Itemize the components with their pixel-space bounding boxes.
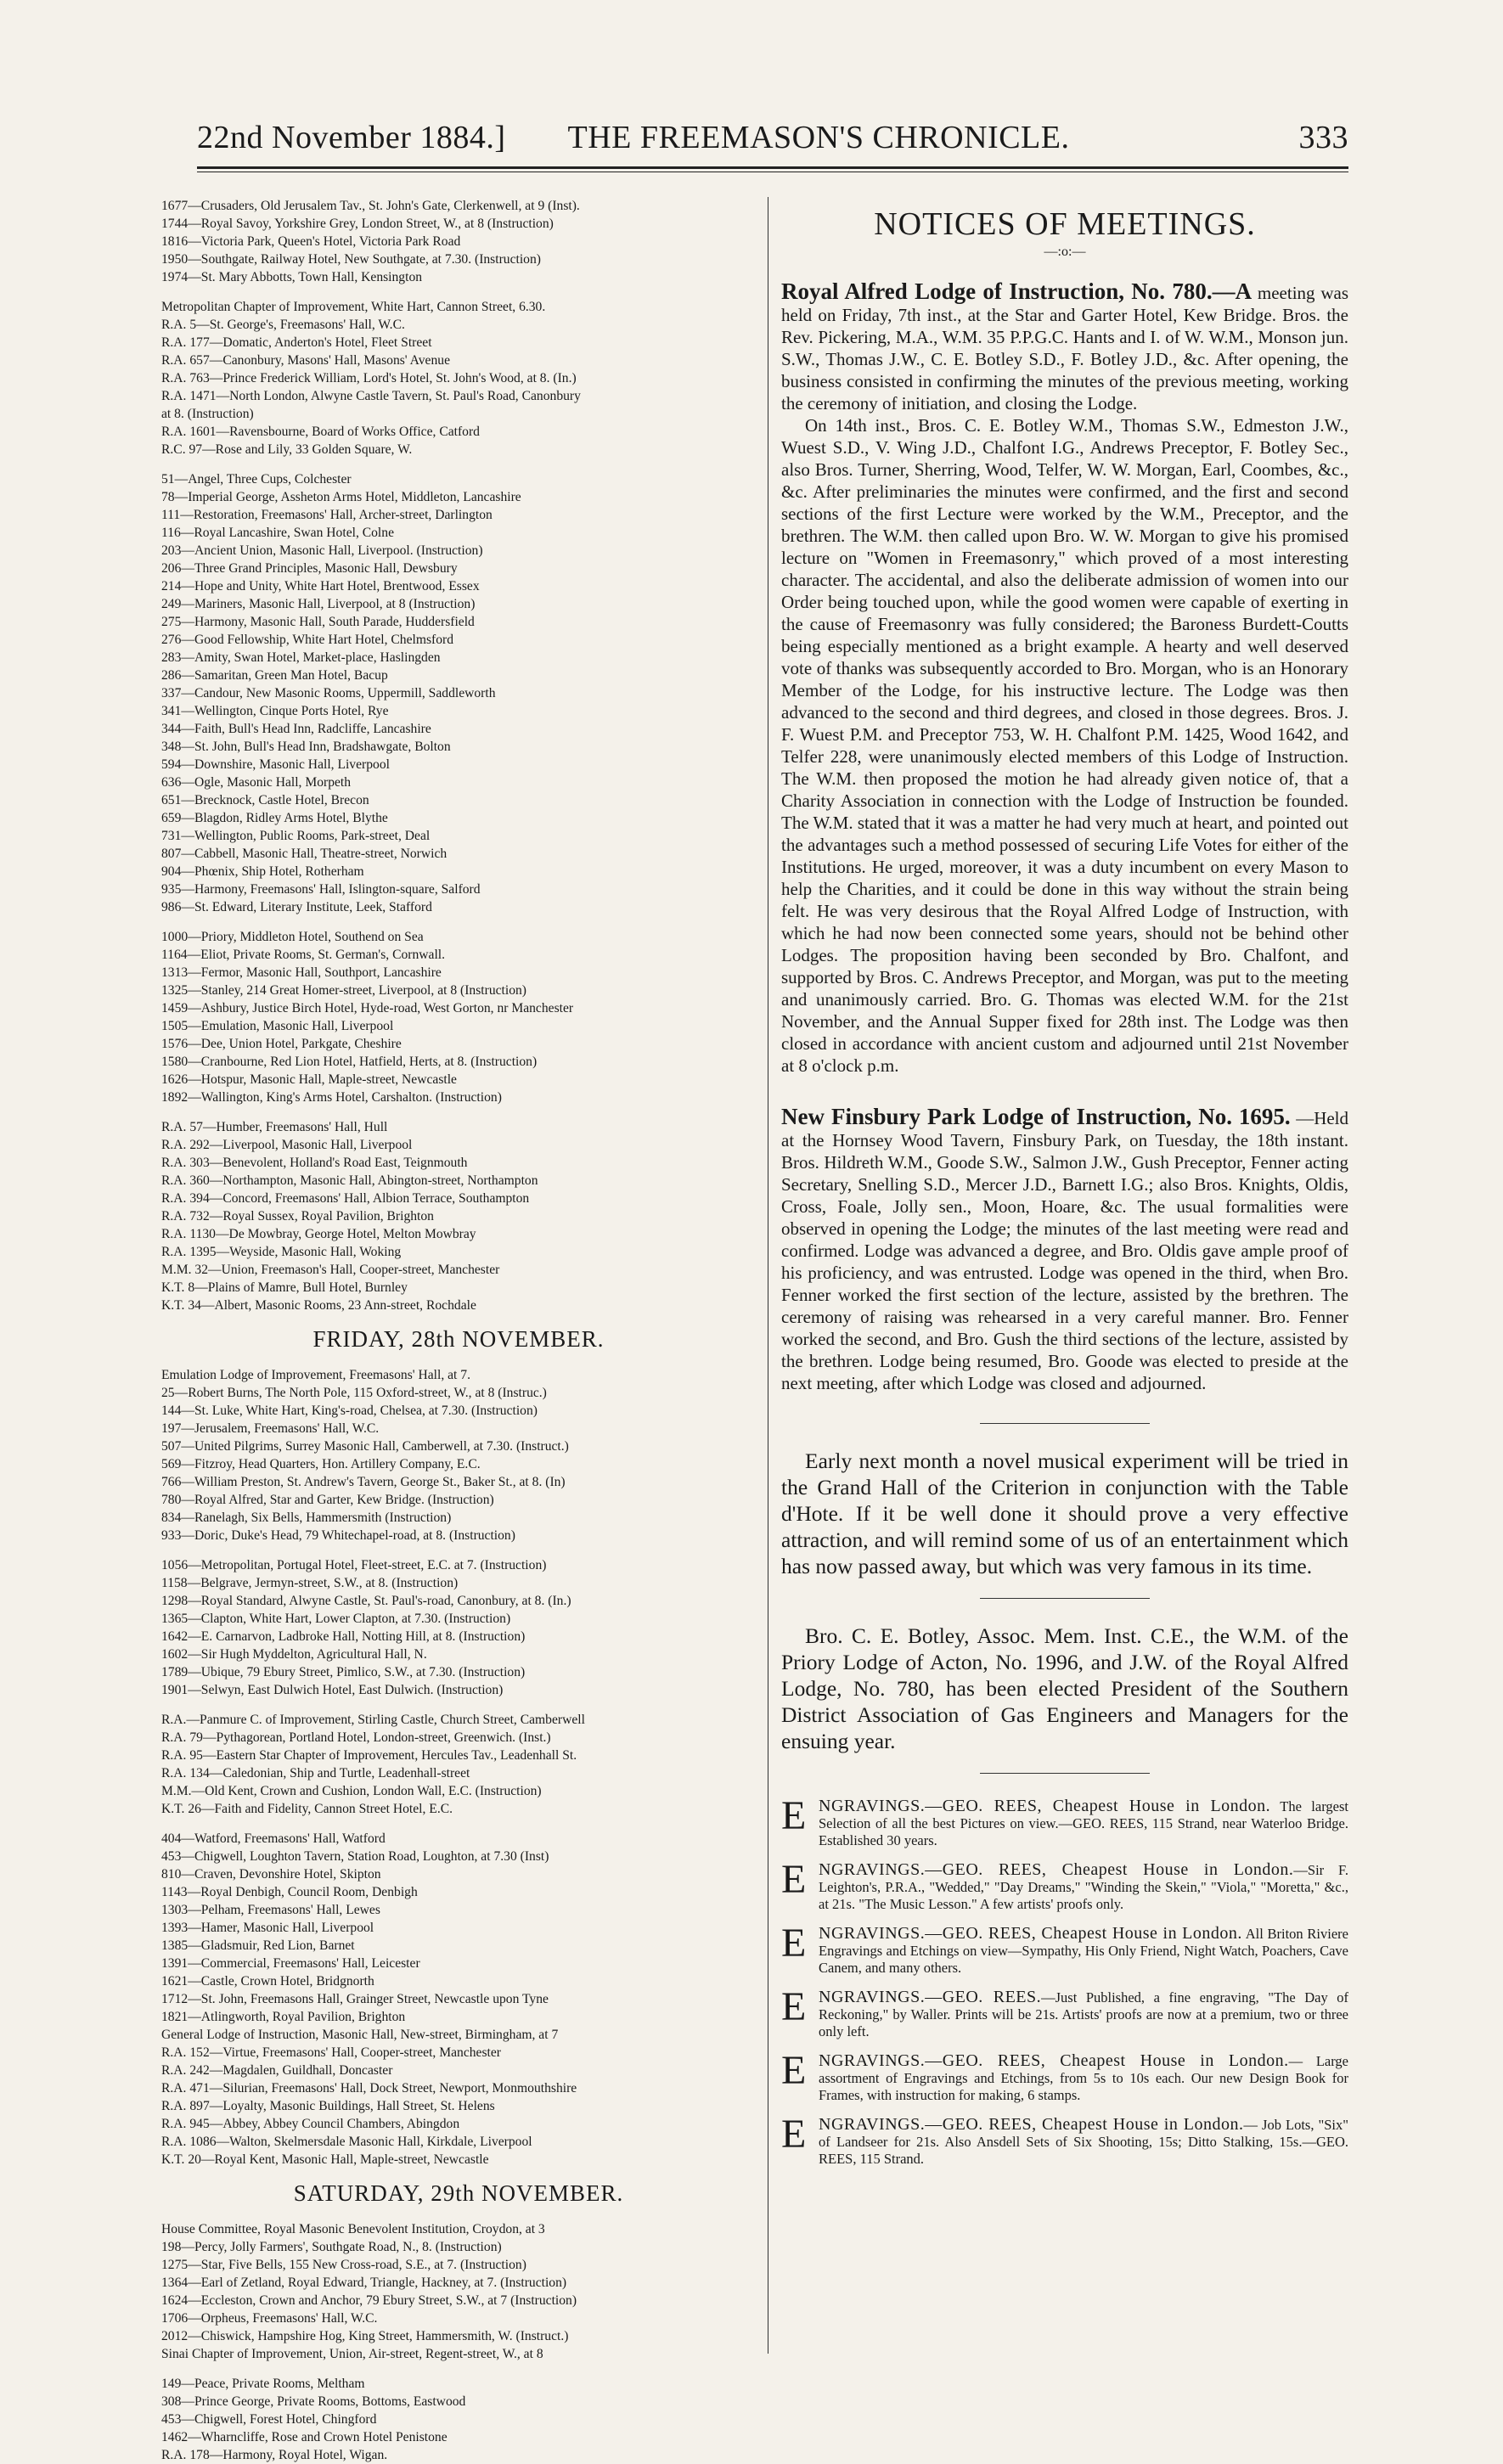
meeting-entry: R.A. 1130—De Mowbray, George Hotel, Melton Mowbray — [161, 1227, 476, 1241]
ad-lead: NGRAVINGS.—GEO. REES, Cheapest House in London. — [819, 1797, 1271, 1815]
ad-body: The largest Selection of all the best Pictures on view.—GEO. REES, 115 Strand, near Waterloo Bridge. Established 30 years. — [819, 1798, 1348, 1848]
meeting-entry: R.A. 57—Humber, Freemasons' Hall, Hull — [161, 1120, 388, 1134]
meeting-entry: 197—Jerusalem, Freemasons' Hall, W.C. — [161, 1421, 380, 1436]
header-rule — [197, 166, 1348, 169]
meeting-entry: R.A. 732—Royal Sussex, Royal Pavilion, Brighton — [161, 1209, 434, 1224]
meeting-entry: 731—Wellington, Public Rooms, Park-street, Deal — [161, 829, 431, 843]
meeting-entry: 780—Royal Alfred, Star and Garter, Kew Bridge. (Instruction) — [161, 1493, 494, 1507]
meeting-entry: 1505—Emulation, Masonic Hall, Liverpool — [161, 1019, 394, 1033]
meeting-entry: R.A. 360—Northampton, Masonic Hall, Abington-street, Northampton — [161, 1173, 538, 1188]
meeting-entry: 594—Downshire, Masonic Hall, Liverpool — [161, 757, 390, 772]
publication-title: THE FREEMASON'S CHRONICLE. — [567, 120, 1070, 155]
engraving-ad — [781, 2048, 1348, 2104]
meeting-entry: 348—St. John, Bull's Head Inn, Bradshawgate, Bolton — [161, 740, 451, 754]
saturday-heading: SATURDAY, 29th NOVEMBER. — [293, 2180, 624, 2206]
meeting-entry: 1325—Stanley, 214 Great Homer-street, Liverpool, at 8 (Instruction) — [161, 983, 526, 998]
right-column — [781, 197, 1348, 2354]
meeting-entry: R.A. 1395—Weyside, Masonic Hall, Woking — [161, 1245, 402, 1259]
meeting-entry: 569—Fitzroy, Head Quarters, Hon. Artillery Company, E.C. — [161, 1457, 481, 1471]
meeting-entry: 78—Imperial George, Assheton Arms Hotel, Middleton, Lancashire — [161, 490, 521, 504]
meeting-entry: 1364—Earl of Zetland, Royal Edward, Triangle, Hackney, at 7. (Instruction) — [161, 2276, 567, 2290]
meeting-entry: 1677—Crusaders, Old Jerusalem Tav., St. John's Gate, Clerkenwell, at 9 (Inst). — [161, 199, 580, 213]
meeting-entry: 308—Prince George, Private Rooms, Bottoms, Eastwood — [161, 2394, 466, 2409]
meeting-group — [161, 470, 756, 916]
meeting-entry: R.A. 1471—North London, Alwyne Castle Tavern, St. Paul's Road, Canonbury — [161, 389, 581, 403]
drop-cap: E — [781, 1857, 807, 1902]
ad-lead: NGRAVINGS.—GEO. REES, Cheapest House in London. — [819, 2051, 1289, 2070]
engraving-ad — [781, 2112, 1348, 2168]
meeting-entry: 337—Candour, New Masonic Rooms, Uppermill, Saddleworth — [161, 686, 496, 700]
meeting-entry: Emulation Lodge of Improvement, Freemasons' Hall, at 7. — [161, 1368, 470, 1382]
meeting-entry: 904—Phœnix, Ship Hotel, Rotherham — [161, 864, 364, 879]
friday-heading: FRIDAY, 28th NOVEMBER. — [312, 1326, 605, 1352]
musical-experiment-notice: Early next month a novel musical experiment will be tried in the Grand Hall of the Criterion in conjunction with the Table d'Hote. If it be well done it should prove a very effective attraction, and will remind some of us of an entertainment which has now passed away, but which was very famous in its time. — [781, 1449, 1348, 1578]
issue-date: 22nd November 1884.] — [197, 120, 506, 155]
meeting-entry: R.A. 95—Eastern Star Chapter of Improvement, Hercules Tav., Leadenhall St. — [161, 1748, 577, 1763]
meeting-entry: 1789—Ubique, 79 Ebury Street, Pimlico, S.W., at 7.30. (Instruction) — [161, 1665, 526, 1679]
ad-body: All Briton Riviere Engravings and Etchings on view—Sympathy, His Only Friend, Night Watch, Poachers, Cave Canem, and many others. — [819, 1926, 1348, 1976]
meeting-entry: 1385—Gladsmuir, Red Lion, Barnet — [161, 1938, 355, 1953]
drop-cap: E — [781, 2048, 807, 2093]
left-column — [161, 197, 756, 2462]
meeting-entry: 51—Angel, Three Cups, Colchester — [161, 472, 352, 487]
meeting-list-friday — [161, 1366, 756, 2169]
ad-body: — Large assortment of Engravings and Etchings, from 5s to 10s each. Our new Design Book for Frames, with instruction for making, 6 stamps. — [819, 2053, 1348, 2103]
new-finsbury-heading: New Finsbury Park Lodge of Instruction, No. 1695. — [781, 1104, 1291, 1129]
meeting-entry: R.A. 897—Loyalty, Masonic Buildings, Hall Street, St. Helens — [161, 2099, 495, 2113]
meeting-entry: 659—Blagdon, Ridley Arms Hotel, Blythe — [161, 811, 388, 825]
engraving-ad — [781, 1984, 1348, 2040]
meeting-entry: 1626—Hotspur, Masonic Hall, Maple-street, Newcastle — [161, 1072, 457, 1087]
meeting-group — [161, 1366, 756, 1544]
meeting-entry: 111—Restoration, Freemasons' Hall, Archer-street, Darlington — [161, 508, 493, 522]
meeting-entry: 341—Wellington, Cinque Ports Hotel, Rye — [161, 704, 389, 718]
meeting-entry: 1393—Hamer, Masonic Hall, Liverpool — [161, 1921, 374, 1935]
meeting-entry: Metropolitan Chapter of Improvement, White Hart, Cannon Street, 6.30. — [161, 300, 546, 314]
meeting-entry: 1164—Eliot, Private Rooms, St. German's, Cornwall. — [161, 948, 446, 962]
drop-cap: E — [781, 2112, 807, 2157]
drop-cap: E — [781, 1793, 807, 1838]
meeting-entry: 453—Chigwell, Forest Hotel, Chingford — [161, 2412, 377, 2427]
meeting-entry: 1901—Selwyn, East Dulwich Hotel, East Dulwich. (Instruction) — [161, 1683, 504, 1697]
royal-alfred-para1: meeting was held on Friday, 7th inst., at the Star and Garter Hotel, Kew Bridge. Bros. the Rev. Pickering, M.A., W.M. 35 P.P.G.C. Hants and I. of W. W.M., Monson jun. S.W., Thomas J.W., C. E. Botley S.D., F. Botley J.D., &c. After opening, the business consisted in confirming the minutes of the previous meeting, working the ceremony of initiation, and closing the Lodge. — [781, 283, 1348, 413]
meeting-entry: R.A. 763—Prince Frederick William, Lord's Hotel, St. John's Wood, at 8. (In.) — [161, 371, 577, 385]
meeting-entry: 1642—E. Carnarvon, Ladbroke Hall, Notting Hill, at 8. (Instruction) — [161, 1629, 526, 1644]
meeting-entry: 1580—Cranbourne, Red Lion Hotel, Hatfield, Herts, at 8. (Instruction) — [161, 1055, 538, 1069]
meeting-group — [161, 197, 756, 286]
ad-body: —Just Published, a fine engraving, "The Day of Reckoning," by Waller. Prints will be 21s. Artists' proofs are now at a premium, two or three only left. — [819, 1989, 1348, 2039]
meeting-entry: R.A. 1086—Walton, Skelmersdale Masonic Hall, Kirkdale, Liverpool — [161, 2135, 532, 2149]
meeting-entry: 203—Ancient Union, Masonic Hall, Liverpool. (Instruction) — [161, 543, 483, 558]
meeting-entry: 1602—Sir Hugh Myddelton, Agricultural Hall, N. — [161, 1647, 427, 1662]
meeting-entry: 1391—Commercial, Freemasons' Hall, Leicester — [161, 1956, 420, 1971]
meeting-entry: R.A. 1601—Ravensbourne, Board of Works Office, Catford — [161, 425, 480, 439]
meeting-entry: R.A. 471—Silurian, Freemasons' Hall, Dock Street, Newport, Monmouthshire — [161, 2081, 577, 2096]
ad-body: —Sir F. Leighton's, P.R.A., "Wedded," "Day Dreams," "Winding the Skein," "Viola," "Moretta," &c., at 21s. "The Music Lesson." A few artists' proofs only. — [819, 1862, 1348, 1912]
meeting-group — [161, 1118, 756, 1314]
page-number: 333 — [1298, 120, 1348, 155]
meeting-entry: R.A. 394—Concord, Freemasons' Hall, Albion Terrace, Southampton — [161, 1191, 530, 1206]
meeting-entry: R.A.—Panmure C. of Improvement, Stirling Castle, Church Street, Camberwell — [161, 1713, 585, 1727]
meeting-entry: 275—Harmony, Masonic Hall, South Parade, Huddersfield — [161, 615, 475, 629]
meeting-entry: 1143—Royal Denbigh, Council Room, Denbigh — [161, 1885, 418, 1899]
meeting-entry: 144—St. Luke, White Hart, King's-road, Chelsea, at 7.30. (Instruction) — [161, 1404, 538, 1418]
meeting-entry: R.C. 97—Rose and Lily, 33 Golden Square, W. — [161, 442, 413, 457]
meeting-entry: 810—Craven, Devonshire Hotel, Skipton — [161, 1867, 381, 1882]
meeting-entry: 1744—Royal Savoy, Yorkshire Grey, London Street, W., at 8 (Instruction) — [161, 217, 554, 231]
meeting-list-top — [161, 197, 756, 1314]
meeting-group — [161, 1830, 756, 2169]
meeting-entry: 986—St. Edward, Literary Institute, Leek, Stafford — [161, 900, 432, 914]
meeting-entry: 1365—Clapton, White Hart, Lower Clapton, at 7.30. (Instruction) — [161, 1612, 511, 1626]
meeting-entry: 636—Ogle, Masonic Hall, Morpeth — [161, 775, 352, 790]
meeting-group — [161, 2220, 756, 2363]
meeting-entry: 1621—Castle, Crown Hotel, Bridgnorth — [161, 1974, 374, 1989]
meeting-entry: 2012—Chiswick, Hampshire Hog, King Street, Hammersmith, W. (Instruct.) — [161, 2329, 569, 2343]
meeting-entry: K.T. 20—Royal Kent, Masonic Hall, Maple-street, Newcastle — [161, 2152, 489, 2167]
meeting-entry: R.A. 177—Domatic, Anderton's Hotel, Fleet Street — [161, 335, 432, 350]
meeting-entry: 1298—Royal Standard, Alwyne Castle, St. Paul's-road, Canonbury, at 8. (In.) — [161, 1594, 571, 1608]
meeting-group — [161, 1711, 756, 1818]
notices-ornament: —:o:— — [1044, 245, 1086, 259]
ad-lead: NGRAVINGS.—GEO. REES, Cheapest House in London. — [819, 1860, 1294, 1879]
royal-alfred-heading: Royal Alfred Lodge of Instruction, No. 780.—A — [781, 278, 1252, 304]
royal-alfred-para2: On 14th inst., Bros. C. E. Botley W.M., Thomas S.W., Edmeston J.W., Wuest S.D., V. Wing J.D., Chalfont I.G., Andrews Preceptor, F. Botley Sec., also Bros. Turner, Sherring, Wood, Telfer, W. W. Morgan, Earl, Coombes, &c., &c. After preliminaries the minutes were confirmed, and the first and second sections of the first Lecture were worked by the W.M., Preceptor, and the brethren. The W.M. then called upon Bro. W. W. Morgan to give his promised lecture on "Women in Freemasonry," which proved of a most interesting character. The accidental, and also the deliberate admission of women into our Order being touched upon, while the good women were capable of exerting in the cause of Freemasonry was fully considered; the Baroness Burdett-Coutts being especially mentioned as a bright example. A hearty and well deserved vote of thanks was subsequently accorded to Bro. Morgan, who is an Honorary Member of the Lodge, for his instructive lecture. The Lodge was then advanced to the second and third degrees, and closed in those degrees. Bros. J. F. Wuest P.M. and Preceptor 753, W. H. Chalfont P.M. 1425, Wood 1642, and Telfer 228, were unanimously elected members of this Lodge of Instruction. The W.M. then proposed the motion he had already given notice of, that a Charity Association in connection with the Lodge of Instruction be founded. The W.M. stated that it was a matter he had very much at heart, and pointed out the advantages such a method possessed of securing Life Votes for either of the Institutions. He urged, moreover, it was a duty incumbent on every Mason to help the Charities, and it could be done in this way without the strain being felt. He was very desirous that the Royal Alfred Lodge of Instruction, with which he had now been connected some years, should not be behind other Lodges. The proposition having been seconded by Bro. Chalfont, and supported by Bros. C. Andrews Preceptor, and Morgan, was put to the meeting and unanimously carried. Bro. G. Thomas was elected W.M. for the 21st November, and the Annual Supper fixed for 28th inst. The Lodge was then closed in accordance with ancient custom and adjourned until 21st November at 8 o'clock p.m. — [781, 415, 1348, 1076]
meeting-entry: 1313—Fermor, Masonic Hall, Southport, Lancashire — [161, 965, 442, 980]
meeting-entry: 935—Harmony, Freemasons' Hall, Islington-square, Salford — [161, 882, 481, 897]
meeting-entry: 1892—Wallington, King's Arms Hotel, Carshalton. (Instruction) — [161, 1090, 502, 1105]
engraving-ad — [781, 1921, 1348, 1977]
section-divider — [980, 1773, 1150, 1774]
meeting-group — [161, 298, 756, 458]
meeting-list-saturday — [161, 2220, 756, 2464]
royal-alfred-notice — [781, 280, 1348, 1077]
meeting-entry: 344—Faith, Bull's Head Inn, Radcliffe, Lancashire — [161, 722, 431, 736]
meeting-entry: R.A. 152—Virtue, Freemasons' Hall, Cooper-street, Manchester — [161, 2045, 501, 2060]
meeting-entry: 1275—Star, Five Bells, 155 New Cross-road, S.E., at 7. (Instruction) — [161, 2258, 526, 2272]
drop-cap: E — [781, 1921, 807, 1966]
meeting-entry: 1712—St. John, Freemasons Hall, Grainger Street, Newcastle upon Tyne — [161, 1992, 549, 2006]
meeting-entry: K.T. 26—Faith and Fidelity, Cannon Street Hotel, E.C. — [161, 1802, 453, 1816]
meeting-entry: 1459—Ashbury, Justice Birch Hotel, Hyde-road, West Gorton, nr Manchester — [161, 1001, 574, 1015]
meeting-entry: 1816—Victoria Park, Queen's Hotel, Victoria Park Road — [161, 234, 461, 249]
meeting-entry: R.A. 657—Canonbury, Masons' Hall, Masons' Avenue — [161, 353, 450, 368]
meeting-entry: 1576—Dee, Union Hotel, Parkgate, Cheshire — [161, 1037, 402, 1051]
meeting-entry: 198—Percy, Jolly Farmers', Southgate Road, N., 8. (Instruction) — [161, 2240, 502, 2254]
meeting-entry: 933—Doric, Duke's Head, 79 Whitechapel-road, at 8. (Instruction) — [161, 1528, 515, 1543]
meeting-group — [161, 2375, 756, 2464]
ad-lead: NGRAVINGS.—GEO. REES, Cheapest House in London. — [819, 1924, 1242, 1943]
meeting-entry: M.M.—Old Kent, Crown and Cushion, London Wall, E.C. (Instruction) — [161, 1784, 542, 1798]
meeting-entry: 404—Watford, Freemasons' Hall, Watford — [161, 1831, 386, 1846]
ad-body: — Job Lots, "Six" of Landseer for 21s. Also Ansdell Sets of Six Shooting, 15s; Ditto Stalking, 15s.—GEO. REES, 115 Strand. — [819, 2117, 1348, 2167]
engravings-ads — [781, 1793, 1348, 2168]
meeting-entry: General Lodge of Instruction, Masonic Hall, New-street, Birmingham, at 7 — [161, 2028, 559, 2042]
new-finsbury-notice — [781, 1105, 1348, 1394]
meeting-group — [161, 1556, 756, 1699]
meeting-entry: 1624—Eccleston, Crown and Anchor, 79 Ebury Street, S.W., at 7 (Instruction) — [161, 2293, 577, 2308]
meeting-entry: 283—Amity, Swan Hotel, Market-place, Haslingden — [161, 650, 441, 665]
meeting-entry: 214—Hope and Unity, White Hart Hotel, Brentwood, Essex — [161, 579, 480, 593]
ad-lead: NGRAVINGS.—GEO. REES, Cheapest House in London. — [819, 2115, 1244, 2134]
ad-lead: NGRAVINGS.—GEO. REES. — [819, 1988, 1042, 2006]
meeting-entry: R.A. 134—Caledonian, Ship and Turtle, Leadenhall-street — [161, 1766, 470, 1780]
meeting-entry: R.A. 5—St. George's, Freemasons' Hall, W.C. — [161, 318, 405, 332]
meeting-entry: R.A. 242—Magdalen, Guildhall, Doncaster — [161, 2063, 393, 2078]
meeting-entry: House Committee, Royal Masonic Benevolent Institution, Croydon, at 3 — [161, 2222, 545, 2236]
engraving-ad — [781, 1793, 1348, 1849]
meeting-entry: 206—Three Grand Principles, Masonic Hall, Dewsbury — [161, 561, 458, 576]
meeting-entry: R.A. 178—Harmony, Royal Hotel, Wigan. — [161, 2448, 388, 2462]
meeting-entry: 1056—Metropolitan, Portugal Hotel, Fleet-street, E.C. at 7. (Instruction) — [161, 1558, 547, 1572]
section-divider — [980, 1423, 1150, 1424]
meeting-entry: 1303—Pelham, Freemasons' Hall, Lewes — [161, 1903, 380, 1917]
running-header — [197, 112, 1348, 163]
meeting-entry: 1706—Orpheus, Freemasons' Hall, W.C. — [161, 2311, 378, 2326]
meeting-entry: 507—United Pilgrims, Surrey Masonic Hall, Camberwell, at 7.30. (Instruct.) — [161, 1439, 569, 1454]
drop-cap: E — [781, 1984, 807, 2029]
meeting-entry: R.A. 79—Pythagorean, Portland Hotel, London-street, Greenwich. (Inst.) — [161, 1730, 551, 1745]
meeting-entry: 1821—Atlingworth, Royal Pavilion, Brighton — [161, 2010, 406, 2024]
meeting-entry: R.A. 945—Abbey, Abbey Council Chambers, Abingdon — [161, 2117, 460, 2131]
meeting-entry: M.M. 32—Union, Freemason's Hall, Cooper-street, Manchester — [161, 1263, 500, 1277]
meeting-entry: 1950—Southgate, Railway Hotel, New Southgate, at 7.30. (Instruction) — [161, 252, 541, 267]
meeting-entry: R.A. 292—Liverpool, Masonic Hall, Liverpool — [161, 1138, 413, 1152]
meeting-entry: 249—Mariners, Masonic Hall, Liverpool, at 8 (Instruction) — [161, 597, 476, 611]
engraving-ad — [781, 1857, 1348, 1913]
meeting-entry: 116—Royal Lancashire, Swan Hotel, Colne — [161, 526, 394, 540]
meeting-entry: 1462—Wharncliffe, Rose and Crown Hotel Penistone — [161, 2430, 448, 2444]
meeting-entry: at 8. (Instruction) — [161, 407, 254, 421]
meeting-entry: 286—Samaritan, Green Man Hotel, Bacup — [161, 668, 388, 683]
meeting-entry: K.T. 8—Plains of Mamre, Bull Hotel, Burnley — [161, 1280, 408, 1295]
meeting-entry: 1974—St. Mary Abbotts, Town Hall, Kensington — [161, 270, 423, 284]
meeting-entry: 834—Ranelagh, Six Bells, Hammersmith (Instruction) — [161, 1510, 452, 1525]
botley-notice: Bro. C. E. Botley, Assoc. Mem. Inst. C.E., the W.M. of the Priory Lodge of Acton, No. 1996, and J.W. of the Royal Alfred Lodge, No. 780, has been elected President of the Southern District Association of Gas Engineers and Managers for the ensuing year. — [781, 1623, 1348, 1753]
new-finsbury-para: —Held at the Hornsey Wood Tavern, Finsbury Park, on Tuesday, the 18th instant. Bros. Hildreth W.M., Goode S.W., Salmon J.W., Gush Preceptor, Fenner acting Secretary, Snelling S.D., Mercer J.D., Barnett I.G.; also Bros. Knights, Oldis, Cross, Foale, Jolly sen., Moon, Hoare, &c. The usual formalities were observed in opening the Lodge; the minutes of the last meeting were read and confirmed. Lodge was advanced a degree, and Bro. Oldis gave ample proof of his proficiency, and was entrusted. Lodge was opened in the third, when Bro. Fenner worked the first section of the lecture, assisted by the brethren. The ceremony of raising was rehearsed in a very careful manner. Bro. Fenner worked the second, and Bro. Gush the third sections of the lecture, assisted by the brethren. Lodge being resumed, Bro. Goode was elected to preside at the next meeting, after which Lodge was closed and adjourned. — [781, 1108, 1349, 1393]
meeting-entry: 651—Brecknock, Castle Hotel, Brecon — [161, 793, 369, 807]
meeting-entry: 149—Peace, Private Rooms, Meltham — [161, 2377, 365, 2391]
meeting-entry: 1158—Belgrave, Jermyn-street, S.W., at 8. (Instruction) — [161, 1576, 459, 1590]
meeting-group — [161, 928, 756, 1106]
meeting-entry: 766—William Preston, St. Andrew's Tavern, George St., Baker St., at 8. (In) — [161, 1475, 566, 1489]
meeting-entry: 25—Robert Burns, The North Pole, 115 Oxford-street, W., at 8 (Instruc.) — [161, 1386, 547, 1400]
notices-title: NOTICES OF MEETINGS. — [874, 206, 1256, 242]
meeting-entry: K.T. 34—Albert, Masonic Rooms, 23 Ann-street, Rochdale — [161, 1298, 476, 1313]
meeting-entry: 276—Good Fellowship, White Hart Hotel, Chelmsford — [161, 633, 454, 647]
meeting-entry: R.A. 303—Benevolent, Holland's Road East, Teignmouth — [161, 1156, 468, 1170]
meeting-entry: Sinai Chapter of Improvement, Union, Air-street, Regent-street, W., at 8 — [161, 2347, 543, 2361]
meeting-entry: 453—Chigwell, Loughton Tavern, Station Road, Loughton, at 7.30 (Inst) — [161, 1849, 549, 1864]
meeting-entry: 807—Cabbell, Masonic Hall, Theatre-street, Norwich — [161, 847, 448, 861]
meeting-entry: 1000—Priory, Middleton Hotel, Southend on Sea — [161, 930, 424, 944]
section-divider — [980, 1598, 1150, 1599]
